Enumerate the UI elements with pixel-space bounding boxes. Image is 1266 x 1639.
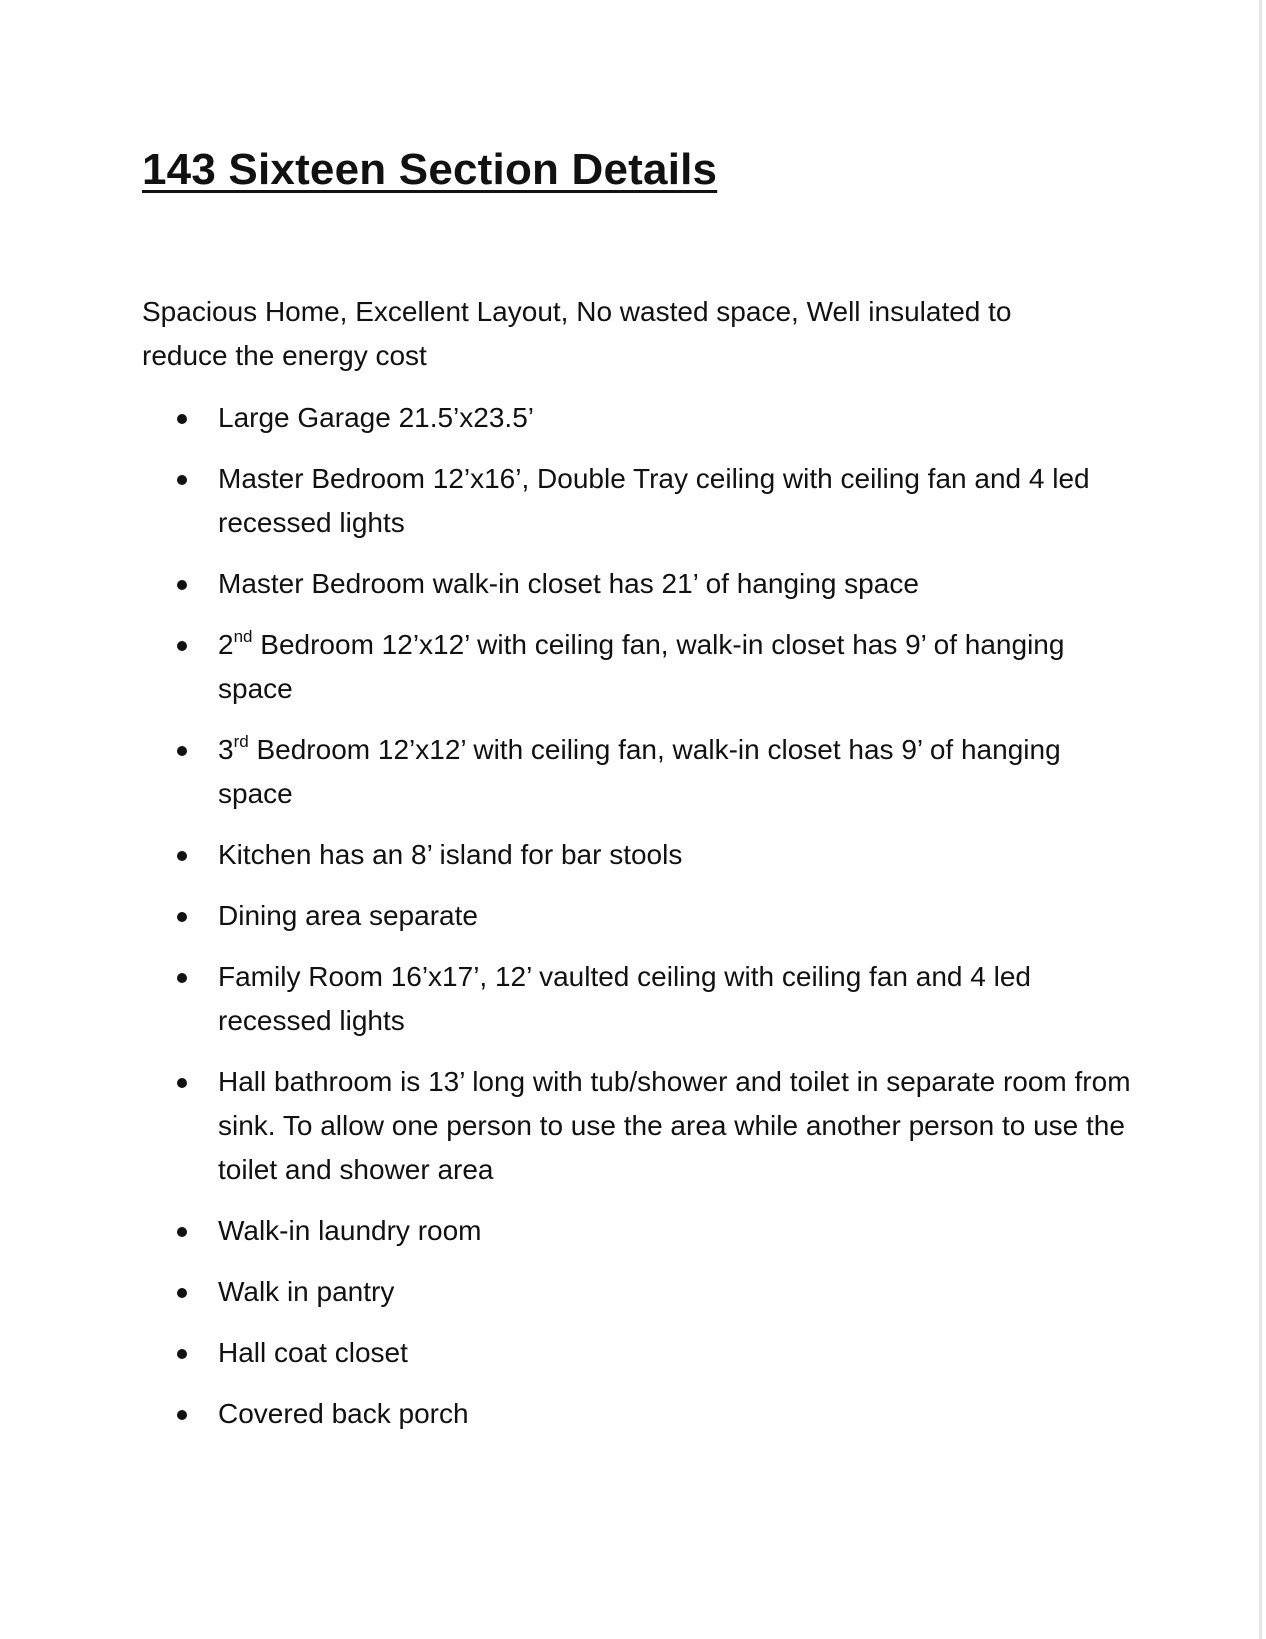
feature-text: Covered back porch (218, 1398, 469, 1429)
feature-ordinal-number: 2 (218, 629, 234, 660)
feature-list (142, 396, 1132, 1453)
feature-item (142, 457, 1132, 545)
bullet-icon (177, 1349, 187, 1359)
feature-text: Dining area separate (218, 900, 478, 931)
feature-item (142, 623, 1132, 711)
feature-item (142, 1270, 1132, 1314)
feature-item (142, 1392, 1132, 1436)
feature-item (142, 894, 1132, 938)
bullet-icon (177, 746, 187, 756)
feature-text: Hall bathroom is 13’ long with tub/shower and toilet in separate room from sink. To allow one person to use the area while another person to use the toilet and shower area (218, 1066, 1131, 1185)
bullet-icon (177, 1227, 187, 1237)
feature-item (142, 1331, 1132, 1375)
feature-text: Family Room 16’x17’, 12’ vaulted ceiling with ceiling fan and 4 led recessed lights (218, 961, 1031, 1036)
feature-text: Master Bedroom walk-in closet has 21’ of hanging space (218, 568, 919, 599)
bullet-icon (177, 973, 187, 983)
feature-text: Kitchen has an 8’ island for bar stools (218, 839, 683, 870)
document-title: 143 Sixteen Section Details (142, 145, 718, 194)
feature-ordinal-suffix: nd (233, 627, 253, 646)
feature-text: Walk in pantry (218, 1276, 395, 1307)
feature-item (142, 955, 1132, 1043)
feature-text: Hall coat closet (218, 1337, 408, 1368)
bullet-icon (177, 1288, 187, 1298)
feature-text: Bedroom 12’x12’ with ceiling fan, walk-in closet has 9’ of hanging space (218, 734, 1061, 809)
bullet-icon (177, 475, 187, 485)
feature-item (142, 833, 1132, 877)
bullet-icon (177, 851, 187, 861)
feature-text: Walk-in laundry room (218, 1215, 482, 1246)
bullet-icon (177, 580, 187, 590)
bullet-icon (177, 912, 187, 922)
bullet-icon (177, 1410, 187, 1420)
intro-paragraph: Spacious Home, Excellent Layout, No wasted space, Well insulated to reduce the energy cost (142, 296, 1012, 371)
bullet-icon (177, 414, 187, 424)
feature-text: Master Bedroom 12’x16’, Double Tray ceiling with ceiling fan and 4 led recessed lights (218, 463, 1090, 538)
bullet-icon (177, 1078, 187, 1088)
feature-ordinal-suffix: rd (233, 732, 249, 751)
feature-text: Large Garage 21.5’x23.5’ (218, 402, 534, 433)
feature-item (142, 1060, 1132, 1192)
feature-item (142, 728, 1132, 816)
feature-ordinal-number: 3 (218, 734, 234, 765)
feature-item (142, 562, 1132, 606)
feature-item (142, 1209, 1132, 1253)
feature-text: Bedroom 12’x12’ with ceiling fan, walk-in closet has 9’ of hanging space (218, 629, 1065, 704)
bullet-icon (177, 641, 187, 651)
feature-item (142, 396, 1132, 440)
